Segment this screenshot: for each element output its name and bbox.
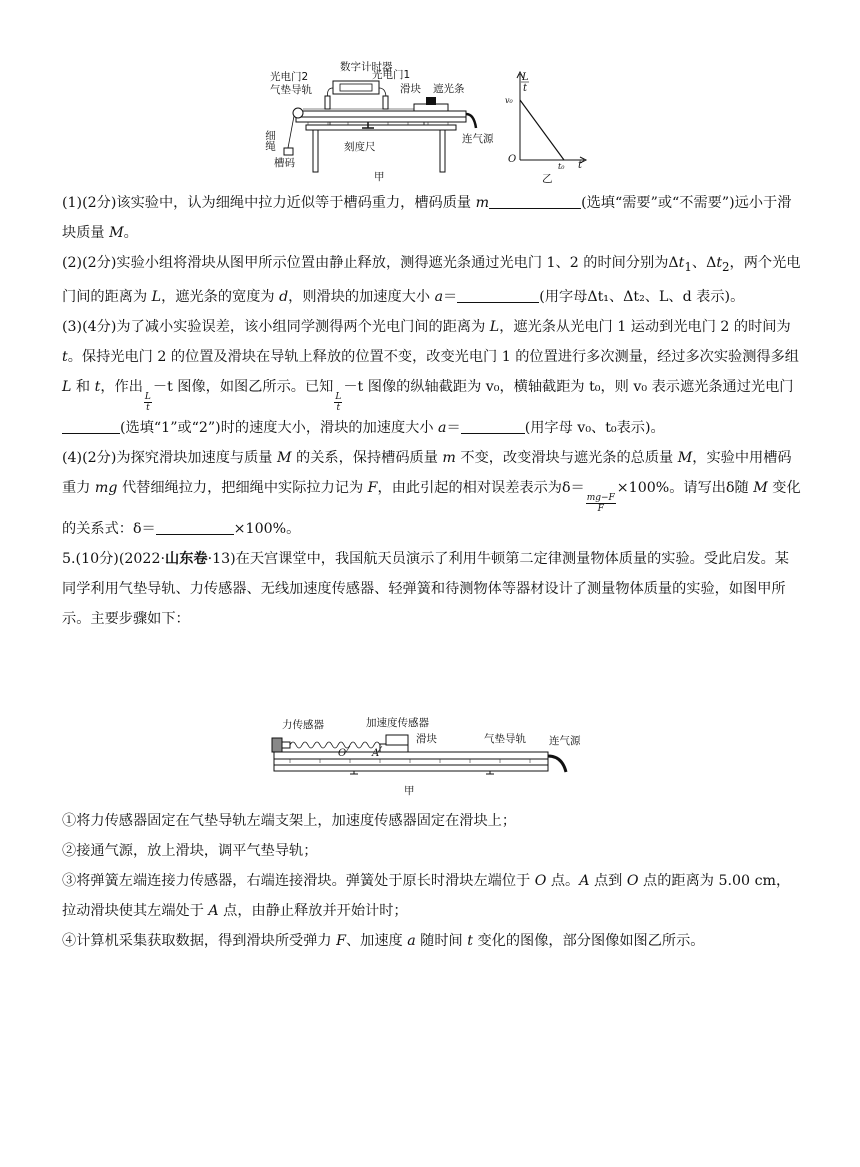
caption-q5-jia: 甲 bbox=[404, 785, 415, 797]
graph-y-den: t bbox=[523, 83, 528, 94]
figure-q5-apparatus bbox=[270, 714, 590, 802]
label-weight: 槽码 bbox=[274, 157, 295, 169]
label-track: 气垫导轨 bbox=[270, 84, 312, 96]
questions-block bbox=[62, 188, 802, 634]
figure-graph-yi bbox=[500, 68, 590, 188]
step-4: ④计算机采集获取数据，得到滑块所受弹力 F、加速度 a 随时间 t 变化的图像，部分图像如图乙所示。 bbox=[62, 933, 705, 949]
label-shade: 遮光条 bbox=[433, 83, 465, 95]
label-ruler: 刻度尺 bbox=[344, 141, 376, 153]
graph-v0: v₀ bbox=[505, 96, 513, 105]
step-1: ①将力传感器固定在气垫导轨左端支架上，加速度传感器固定在滑块上； bbox=[62, 813, 517, 829]
answer-blank-1[interactable] bbox=[489, 192, 581, 209]
label-acc-sensor: 加速度传感器 bbox=[366, 717, 429, 729]
figure-apparatus-jia bbox=[264, 58, 494, 188]
step-3: ③将弹簧左端连接力传感器，右端连接滑块。弹簧处于原长时滑块左端位于 O 点。A 点到 O 点的距离为 5.00 cm，拉动滑块使其左端处于 A 点，由静止释放并开始计时； bbox=[62, 873, 791, 919]
question-3: (3)(4分)为了减小实验误差，该小组同学测得两个光电门间的距离为 L，遮光条从光电门 1 运动到光电门 2 的时间为 t。保持光电门 2 的位置及滑块在导轨上释放的位置不变，改变光电门 1 的位置进行多次测量，经过多次实验测得多组 L 和 t，作出 $\frac{L}{t}$ －t 图像，如图乙所示。已知 $\frac{L}{t}$ －t 图像的纵轴截距为 v₀，横轴截距为 t₀，则 v₀ 表示遮光条通过光电门(选填“1”或“2”)时的速度大小，滑块的加速度大小 a＝ (用字母 v₀、t₀表示)。 bbox=[62, 318, 799, 436]
question-4: (4)(2分)为探究滑块加速度与质量 M 的关系，保持槽码质量 m 不变，改变滑块与遮光条的总质量 M，实验中用槽码重力 mg 代替细绳拉力，把细绳中实际拉力记为 F，由此引起的相对误差表示为δ＝ $\frac{mg-F}{F}$ ×100%。请写出δ随 M 变化的关系式：δ＝ ×100%。 bbox=[62, 449, 801, 537]
caption-yi: 乙 bbox=[542, 173, 553, 185]
answer-blank-4[interactable] bbox=[156, 518, 234, 535]
label-air: 连气源 bbox=[462, 133, 494, 145]
graph-line bbox=[520, 100, 564, 160]
label-gate2: 光电门2 bbox=[270, 71, 309, 83]
q5-steps bbox=[62, 806, 802, 956]
graph-x-label: t bbox=[578, 160, 583, 171]
answer-blank-3b[interactable] bbox=[461, 417, 525, 434]
label-air-q5: 连气源 bbox=[549, 735, 581, 747]
label-force-sensor: 力传感器 bbox=[282, 719, 324, 731]
label-point-A: A bbox=[372, 748, 380, 759]
label-slider-q5: 滑块 bbox=[416, 733, 437, 745]
graph-t0: t₀ bbox=[558, 162, 565, 171]
question-2: (2)(2分)实验小组将滑块从图甲所示位置由静止释放，测得遮光条通过光电门 1、2 的时间分别为$\Delta t_1$、$\Delta t_2$，两个光电门间的距离为 L，遮光条的宽度为 d，则滑块的加速度大小 a＝ (用字母Δt₁、Δt₂、L、d 表示)。 bbox=[62, 255, 801, 305]
label-slider: 滑块 bbox=[400, 83, 421, 95]
answer-blank-2[interactable] bbox=[457, 286, 539, 303]
caption-jia: 甲 bbox=[374, 171, 385, 183]
graph-origin: O bbox=[508, 154, 517, 165]
fraction-L-over-t: $\frac{L}{t}$ bbox=[144, 391, 151, 413]
label-timer: 数字计时器 bbox=[340, 61, 393, 73]
answer-blank-3a[interactable] bbox=[62, 417, 120, 434]
label-rope: 细绳 bbox=[264, 130, 276, 151]
label-point-O: O bbox=[338, 748, 347, 759]
question-5-intro: 5.(10分)(2022·山东卷·13)在天宫课堂中，我国航天员演示了利用牛顿第二定律测量物体质量的实验。受此启发。某同学利用气垫导轨、力传感器、无线加速度传感器、轻弹簧和待测物体等器材设计了测量物体质量的实验，如图甲所示。主要步骤如下： bbox=[62, 550, 789, 627]
fraction-L-over-t-2: $\frac{L}{t}$ bbox=[335, 391, 342, 413]
fraction-mg-minus-F: $\frac{mg-F}{F}$ bbox=[586, 492, 615, 514]
graph-y-num: L bbox=[522, 72, 529, 83]
label-gate1: 光电门1 bbox=[372, 69, 411, 81]
step-2: ②接通气源，放上滑块，调平气垫导轨； bbox=[62, 843, 318, 859]
question-1: (1)(2分)该实验中，认为细绳中拉力近似等于槽码重力，槽码质量 m (选填“需要”或“不需要”)远小于滑块质量 M。 bbox=[62, 188, 802, 248]
label-track-q5: 气垫导轨 bbox=[484, 733, 526, 745]
